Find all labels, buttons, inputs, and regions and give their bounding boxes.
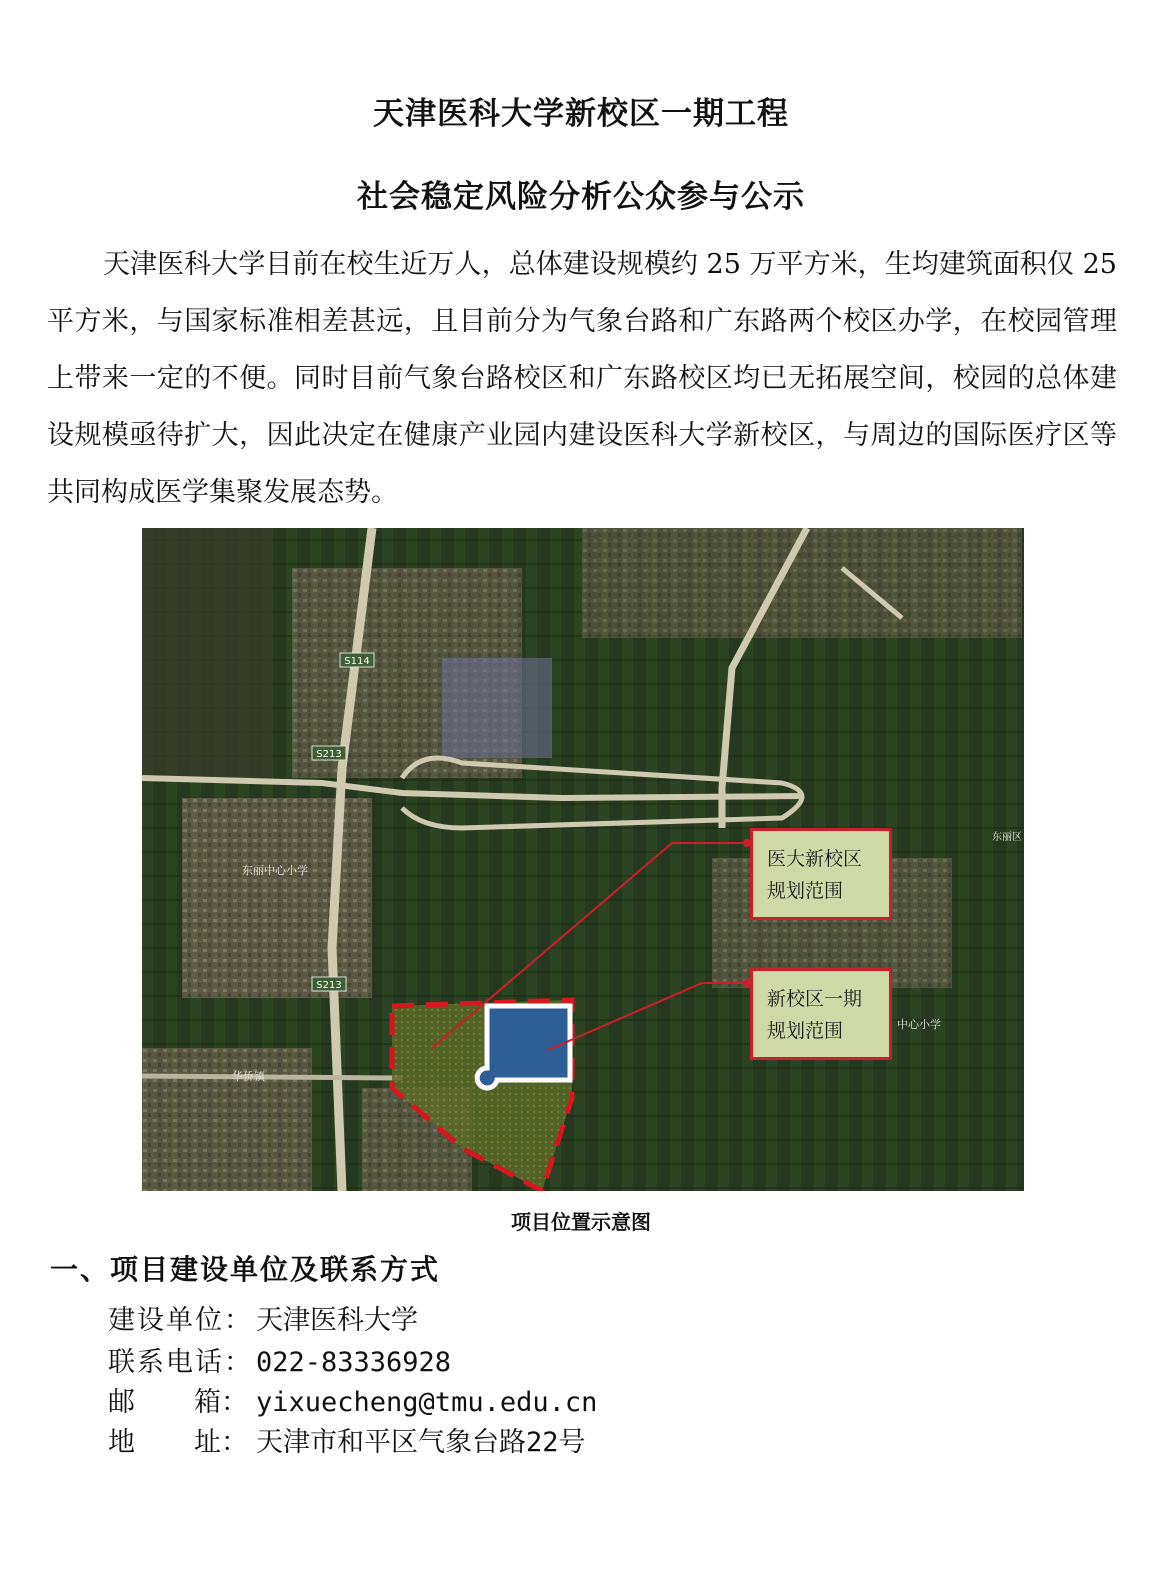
callout-new-campus (750, 828, 892, 920)
road-label-s213-north: S213 (316, 749, 342, 760)
contact-label-email (108, 1380, 256, 1419)
callout-phase1 (750, 968, 892, 1060)
callout-new-campus-line2: 规划范围 (767, 880, 844, 902)
contact-label-email-a: 邮 (108, 1387, 135, 1418)
callout-phase1-line2: 规划范围 (767, 1020, 844, 1042)
contact-label-address (108, 1420, 256, 1459)
callout-phase1-line1: 新校区一期 (767, 988, 863, 1010)
place-label-town: 华侨镇 (232, 1070, 265, 1083)
place-label-district: 东丽区 (992, 832, 1022, 843)
road-label-s213-south: S213 (316, 980, 342, 991)
contact-row-email (108, 1380, 597, 1419)
callout-new-campus-line1: 医大新校区 (767, 848, 863, 870)
contact-value-unit: 天津医科大学 (256, 1305, 418, 1336)
place-label-school-east: 中心小学 (897, 1018, 941, 1031)
contact-row-phone (108, 1340, 451, 1379)
contact-label-address-b: 址： (194, 1427, 248, 1458)
contact-value-email[interactable]: yixuecheng@tmu.edu.cn (256, 1387, 598, 1418)
contact-label-email-b: 箱： (194, 1387, 248, 1418)
contact-label-address-a: 地 (108, 1427, 135, 1458)
project-location-map (142, 528, 1024, 1191)
contact-value-phone: 022-83336928 (256, 1347, 452, 1378)
document-title: 天津医科大学新校区一期工程 (373, 96, 789, 132)
place-label-school: 东丽中心小学 (242, 864, 308, 877)
contact-row-unit (108, 1298, 418, 1337)
contact-value-address: 天津市和平区气象台路22号 (256, 1427, 586, 1458)
map-caption: 项目位置示意图 (511, 1210, 651, 1234)
contact-label-unit: 建设单位： (108, 1305, 253, 1336)
contact-label-phone: 联系电话： (108, 1347, 253, 1378)
section-heading-contact: 一、项目建设单位及联系方式 (50, 1253, 441, 1286)
document-subtitle: 社会稳定风险分析公众参与公示 (357, 179, 805, 215)
contact-row-address (108, 1420, 586, 1459)
road-label-s114: S114 (344, 656, 370, 667)
intro-paragraph: 天津医科大学目前在校生近万人，总体建设规模约 25 万平方米，生均建筑面积仅 25 平方米，与国家标准相差甚远，且目前分为气象台路和广东路两个校区办学，在校园管理上带来一定的不便。同时目前气象台路校区和广东路校区均已无拓展空间，校园的总体建设规模亟待扩大，因此决定在健康产业园内建设医科大学新校区，与周边的国际医疗区等共同构成医学集聚发展态势。 (47, 249, 1117, 508)
